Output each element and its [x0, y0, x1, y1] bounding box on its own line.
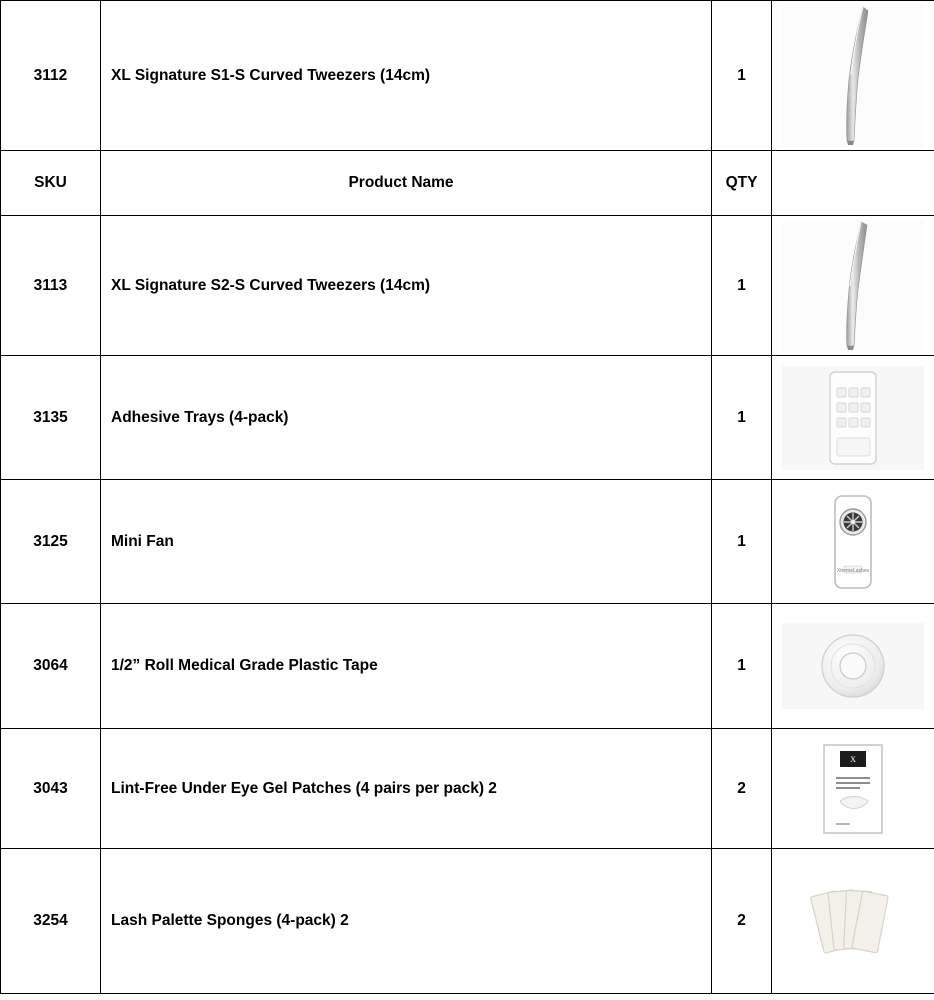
svg-text:XtremeLashes: XtremeLashes	[836, 567, 870, 574]
tweezers-icon	[782, 5, 924, 147]
table-row[interactable]	[1, 849, 934, 994]
table-row[interactable]	[1, 1, 934, 151]
eye-gel-patches-icon	[782, 739, 924, 839]
cell-sku: 3254	[1, 849, 101, 994]
cell-image	[772, 480, 934, 604]
cell-qty: 1	[712, 480, 772, 604]
header-qty: QTY	[712, 151, 772, 216]
header-sku: SKU	[1, 151, 101, 216]
table-row[interactable]	[1, 216, 934, 356]
cell-qty: 2	[712, 729, 772, 849]
cell-qty: 1	[712, 604, 772, 729]
cell-product-name: Lint-Free Under Eye Gel Patches (4 pairs per pack) 2	[101, 729, 712, 849]
cell-sku: 3112	[1, 1, 101, 151]
cell-image	[772, 1, 934, 151]
mini-fan-icon	[782, 490, 924, 594]
cell-image	[772, 216, 934, 356]
cell-product-name: Adhesive Trays (4-pack)	[101, 356, 712, 480]
cell-image	[772, 356, 934, 480]
cell-image	[772, 849, 934, 994]
cell-product-name: Lash Palette Sponges (4-pack) 2	[101, 849, 712, 994]
cell-sku: 3064	[1, 604, 101, 729]
cell-image	[772, 604, 934, 729]
cell-qty: 2	[712, 849, 772, 994]
table-row[interactable]	[1, 356, 934, 480]
tweezers-icon	[782, 220, 924, 352]
table-row[interactable]	[1, 604, 934, 729]
cell-product-name: Mini Fan	[101, 480, 712, 604]
table-row[interactable]	[1, 480, 934, 604]
svg-text:X: X	[850, 754, 856, 764]
cell-product-name: XL Signature S1-S Curved Tweezers (14cm)	[101, 1, 712, 151]
adhesive-tray-icon	[782, 366, 924, 470]
cell-product-name: XL Signature S2-S Curved Tweezers (14cm)	[101, 216, 712, 356]
cell-sku: 3135	[1, 356, 101, 480]
cell-sku: 3043	[1, 729, 101, 849]
header-image	[772, 151, 934, 216]
cell-qty: 1	[712, 1, 772, 151]
tape-roll-icon	[782, 623, 924, 709]
table-row[interactable]	[1, 729, 934, 849]
cell-sku: 3113	[1, 216, 101, 356]
cell-product-name: 1/2” Roll Medical Grade Plastic Tape	[101, 604, 712, 729]
lash-palette-sponges-icon	[782, 869, 924, 973]
cell-sku: 3125	[1, 480, 101, 604]
cell-qty: 1	[712, 356, 772, 480]
header-product-name: Product Name	[101, 151, 712, 216]
table-header-row	[1, 151, 934, 216]
cell-image	[772, 729, 934, 849]
cell-qty: 1	[712, 216, 772, 356]
